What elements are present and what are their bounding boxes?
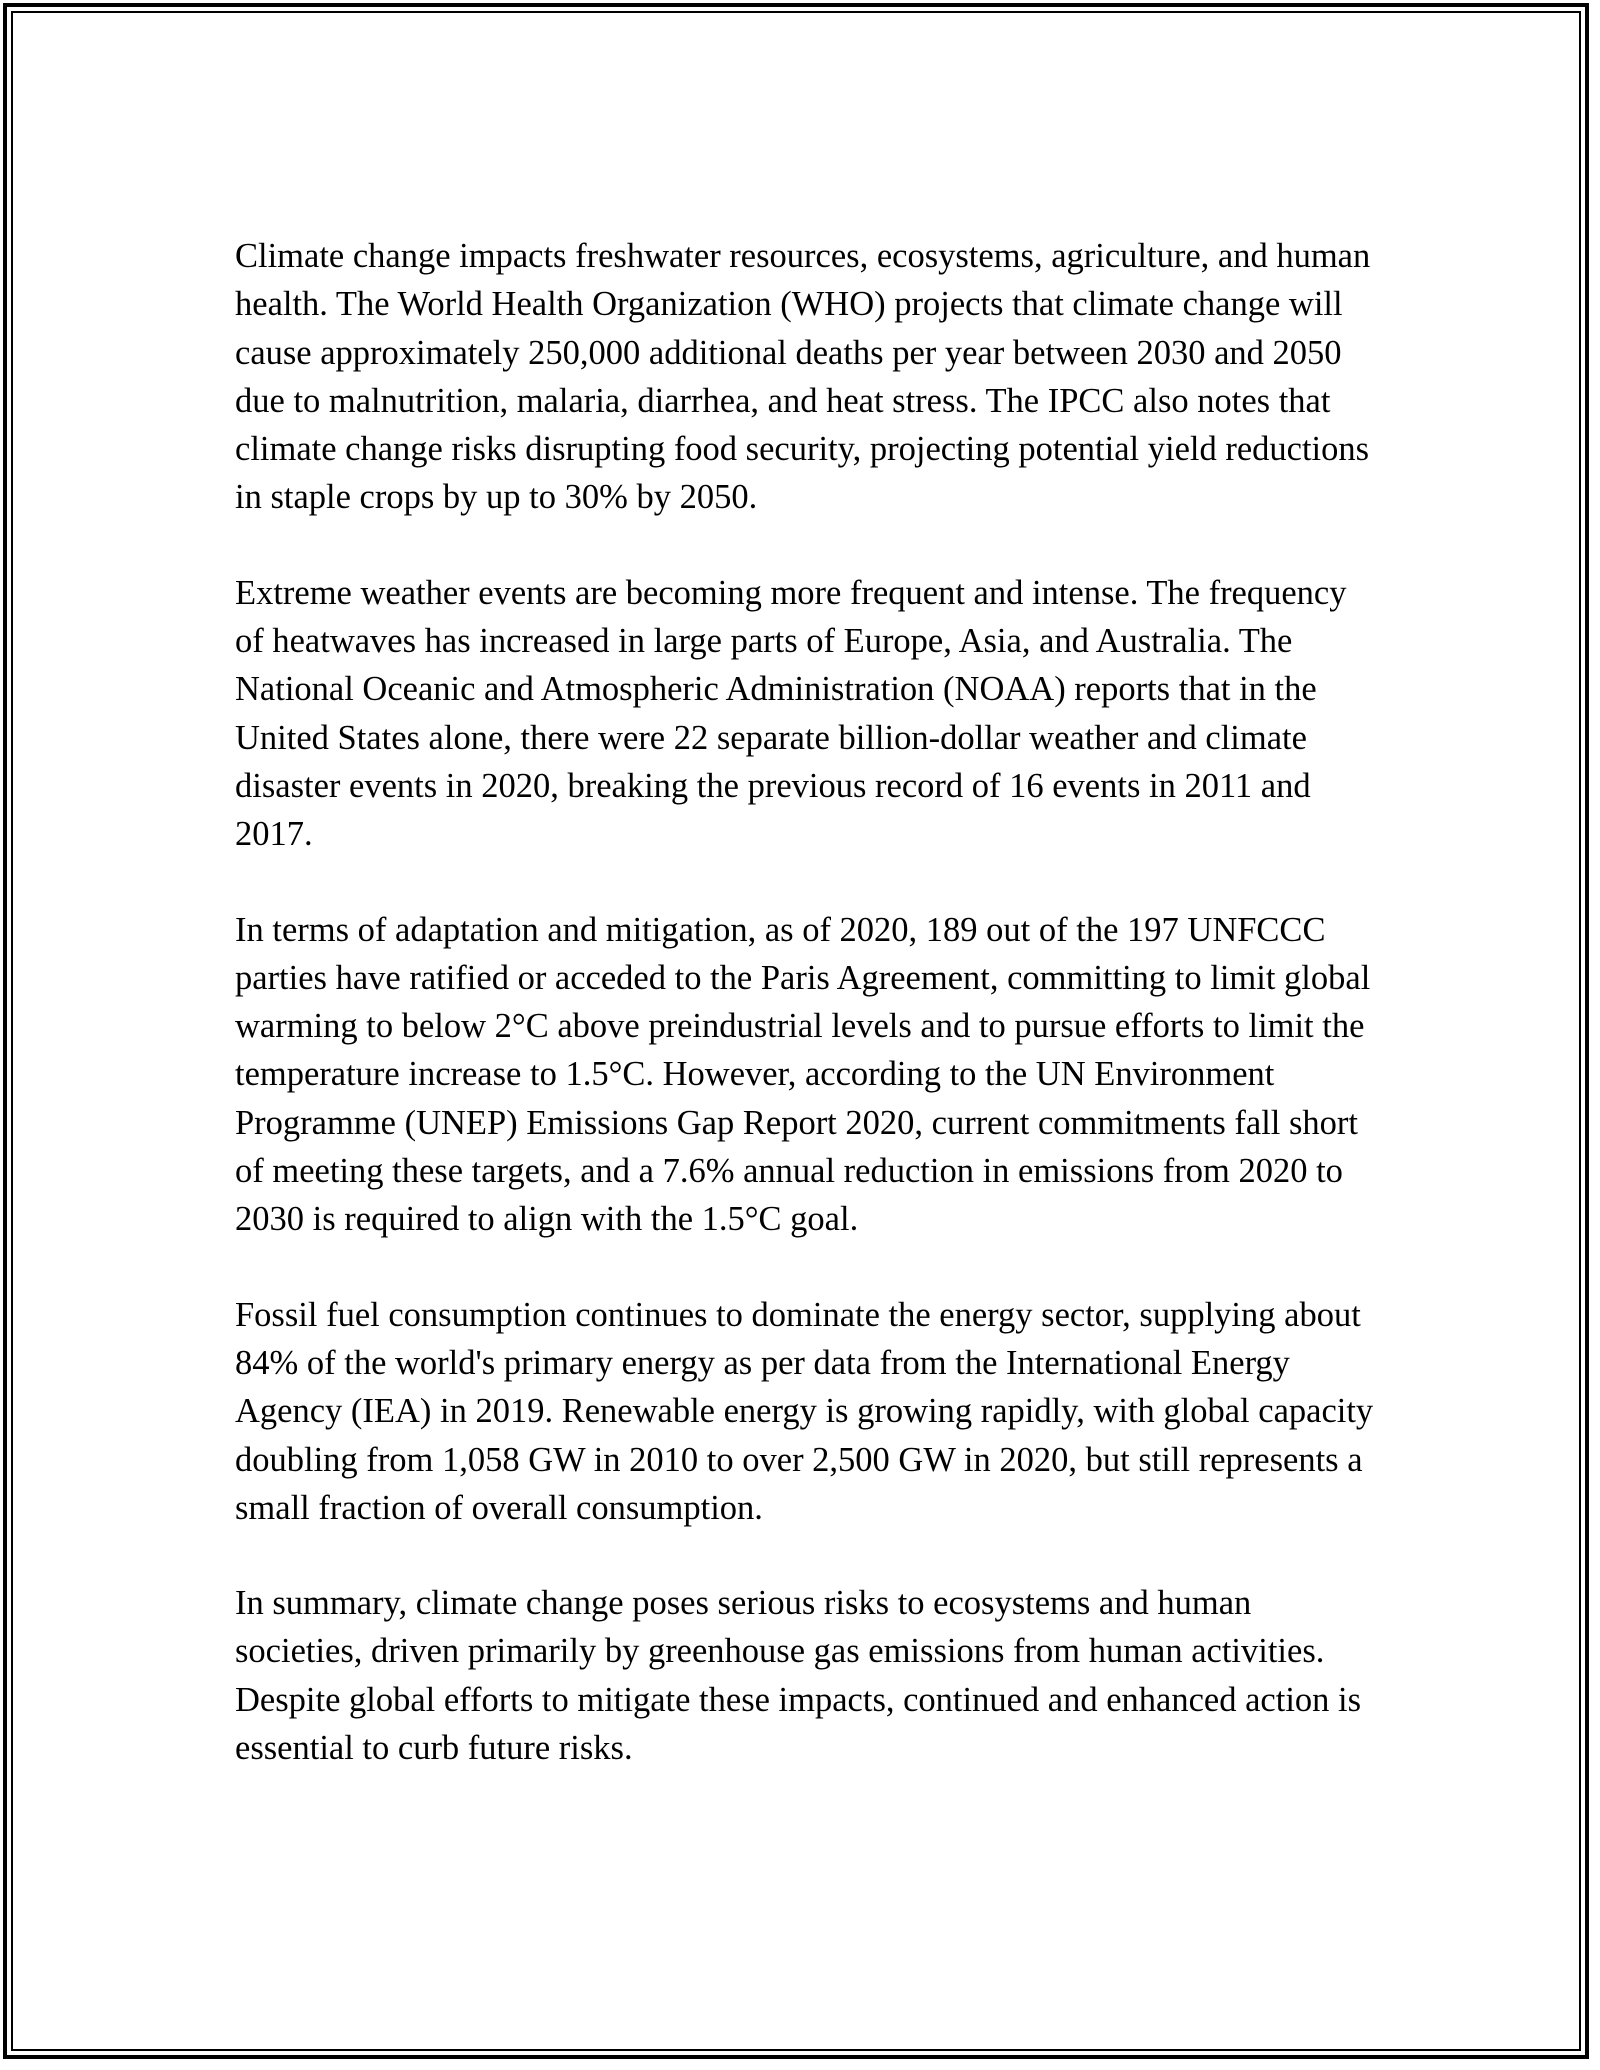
paragraph-adaptation-mitigation: In terms of adaptation and mitigation, as of 2020, 189 out of the 197 UNFCCC parties have ratified or acceded to the Paris Agreement, committing to limit global warming to below 2°C above preindustrial levels and to pursue efforts to limit the temperature increase to 1.5°C. However, according to the UN Environment Programme (UNEP) Emissions Gap Report 2020, current commitments fall short of meeting these targets, and a 7.6% annual reduction in emissions from 2020 to 2030 is required to align with the 1.5°C goal. <box>235 910 1371 1239</box>
paragraph-extreme-weather: Extreme weather events are becoming more frequent and intense. The frequency of heatwaves has increased in large parts of Europe, Asia, and Australia. The National Oceanic and Atmospheric Administration (NOAA) reports that in the United States alone, there were 22 separate billion-dollar weather and climate disaster events in 2020, breaking the previous record of 16 events in 2011 and 2017. <box>235 573 1347 854</box>
paragraph-summary: In summary, climate change poses serious risks to ecosystems and human societies, driven primarily by greenhouse gas emissions from human activities. Despite global efforts to mitigate these impacts, continued and enhanced action is essential to curb future risks. <box>235 1584 1362 1768</box>
document-body <box>235 232 1375 1819</box>
paragraph-health-impacts: Climate change impacts freshwater resources, ecosystems, agriculture, and human health. The World Health Organization (WHO) projects that climate change will cause approximately 250,000 additional deaths per year between 2030 and 2050 due to malnutrition, malaria, diarrhea, and heat stress. The IPCC also notes that climate change risks disrupting food security, projecting potential yield reductions in staple crops by up to 30% by 2050. <box>235 237 1371 517</box>
paragraph-energy-sector: Fossil fuel consumption continues to dominate the energy sector, supplying about 84% of the world's primary energy as per data from the International Energy Agency (IEA) in 2019. Renewable energy is growing rapidly, with global capacity doubling from 1,058 GW in 2010 to over 2,500 GW in 2020, but still represents a small fraction of overall consumption. <box>235 1295 1374 1527</box>
